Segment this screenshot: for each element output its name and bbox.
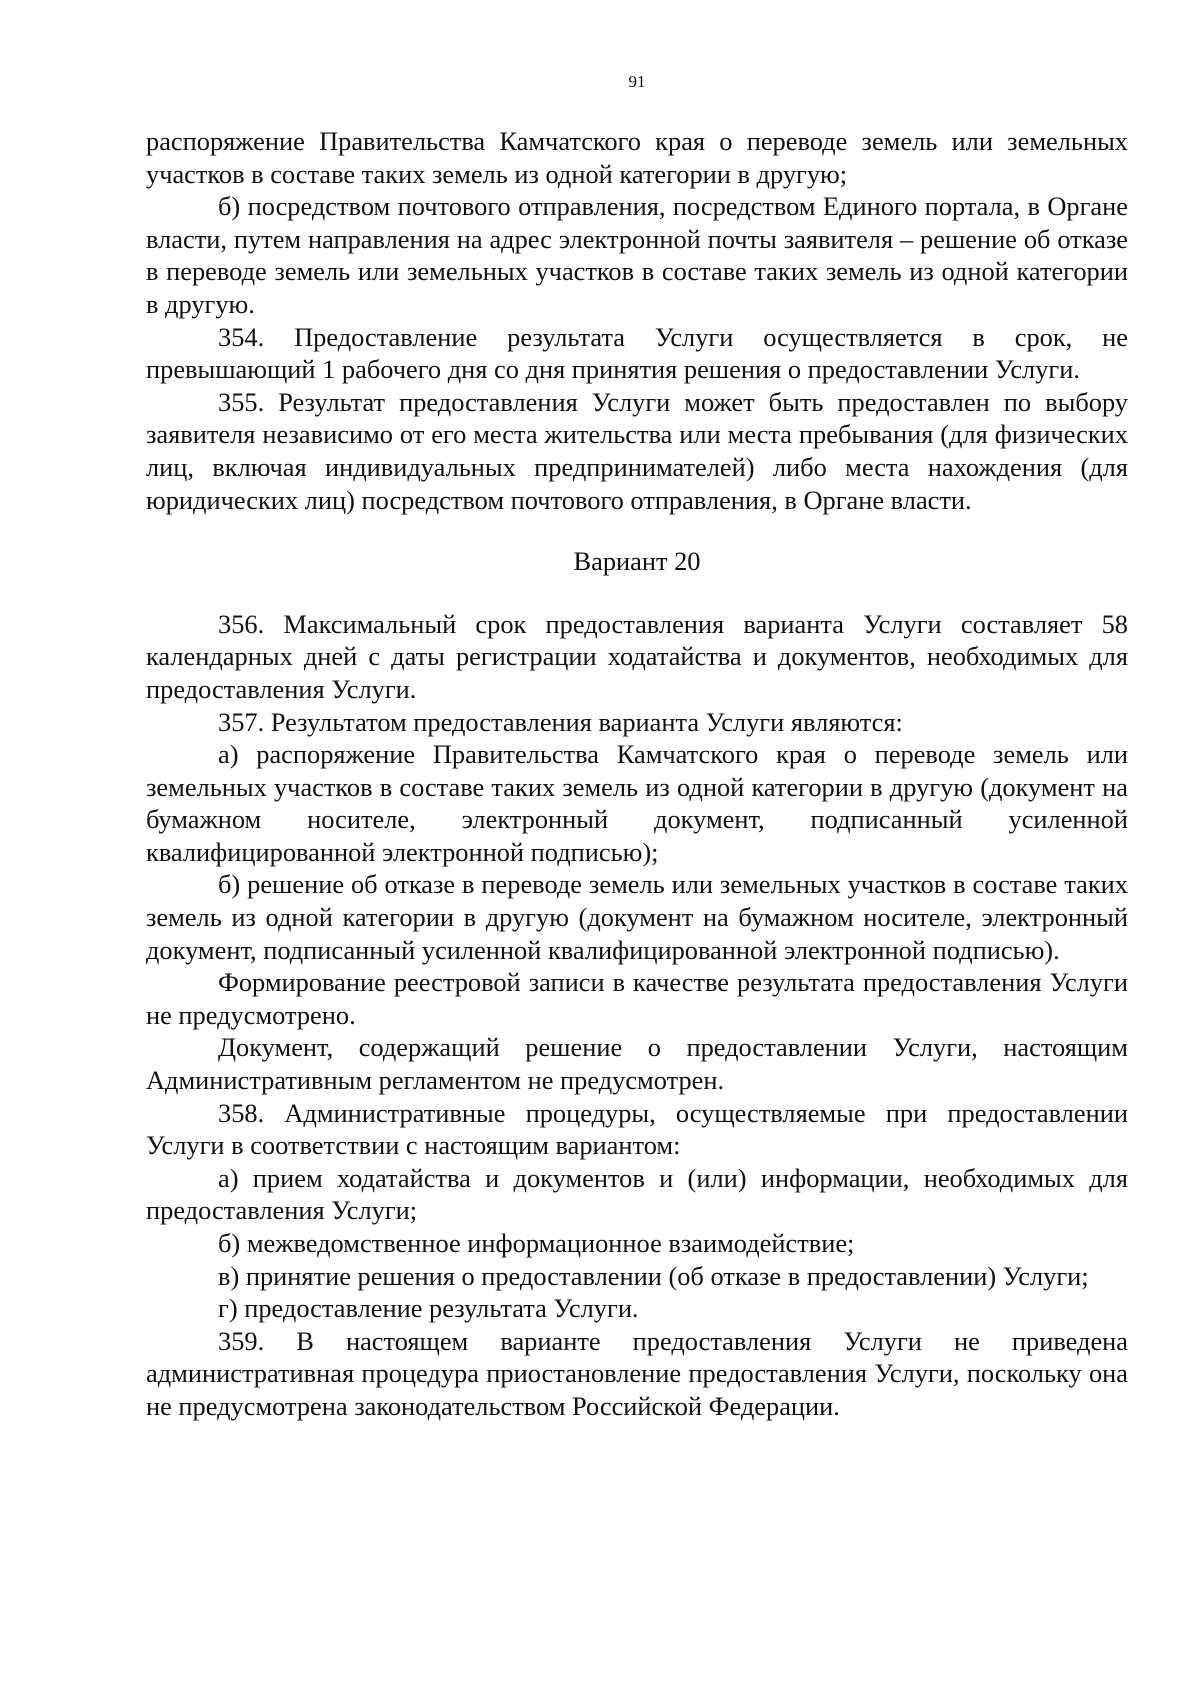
page-number: 91 xyxy=(628,72,646,91)
paragraph-357-a: а) распоряжение Правительства Камчатского края о переводе земель или земельных участков в составе таких земель из одной категории в другую (документ на бумажном носителе, электронный документ, подписанный усиленной квалифицированной электронной подписью); xyxy=(146,739,1128,867)
paragraph-358-v: в) принятие решения о предоставлении (об отказе в предоставлении) Услуги; xyxy=(218,1260,1089,1291)
paragraph-358: 358. Административные процедуры, осуществляемые при предоставлении Услуги в соответствии с настоящим вариантом: xyxy=(146,1097,1128,1161)
paragraph-357: 357. Результатом предоставления варианта Услуги являются: xyxy=(218,706,903,737)
document-body xyxy=(146,125,1128,1423)
paragraph-registry-record: Формирование реестровой записи в качестве результата предоставления Услуги не предусмотрено. xyxy=(146,967,1128,1030)
paragraph-356: 356. Максимальный срок предоставления варианта Услуги составляет 58 календарных дней с даты регистрации ходатайства и документов, необходимых для предоставления Услуги. xyxy=(146,608,1128,704)
paragraph-358-a: а) прием ходатайства и документов и (или) информации, необходимых для предоставления Услуги; xyxy=(146,1162,1128,1226)
paragraph-357-b: б) решение об отказе в переводе земель или земельных участков в составе таких земель из одной категории в другую (документ на бумажном носителе, электронный документ, подписанный усиленной квалифицированной электронной подписью). xyxy=(146,869,1128,965)
paragraph-354: 354. Предоставление результата Услуги осуществляется в срок, не превышающий 1 рабочего дня со дня принятия решения о предоставлении Услуги. xyxy=(146,321,1128,385)
paragraph-358-g: г) предоставление результата Услуги. xyxy=(218,1293,639,1324)
section-title: Вариант 20 xyxy=(573,546,701,577)
paragraph-359: 359. В настоящем варианте предоставления Услуги не приведена административная процедура приостановление предоставления Услуги, поскольку она не предусмотрена законодательством Российской Федерации. xyxy=(146,1325,1128,1421)
paragraph-355: 355. Результат предоставления Услуги может быть предоставлен по выбору заявителя независимо от его места жительства или места пребывания (для физических лиц, включая индивидуальных предпринимателей) либо места нахождения (для юридических лиц) посредством почтового отправления, в Органе власти. xyxy=(146,386,1128,515)
paragraph-continuation: распоряжение Правительства Камчатского края о переводе земель или земельных участков в составе таких земель из одной категории в другую; xyxy=(146,126,1128,189)
paragraph-decision-document: Документ, содержащий решение о предоставлении Услуги, настоящим Административным регламентом не предусмотрен. xyxy=(146,1032,1128,1096)
paragraph-358-b: б) межведомственное информационное взаимодействие; xyxy=(218,1228,855,1258)
paragraph-item-b-delivery: б) посредством почтового отправления, посредством Единого портала, в Органе власти, путем направления на адрес электронной почты заявителя – решение об отказе в переводе земель или земельных участков в составе таких земель из одной категории в другую. xyxy=(146,191,1128,319)
